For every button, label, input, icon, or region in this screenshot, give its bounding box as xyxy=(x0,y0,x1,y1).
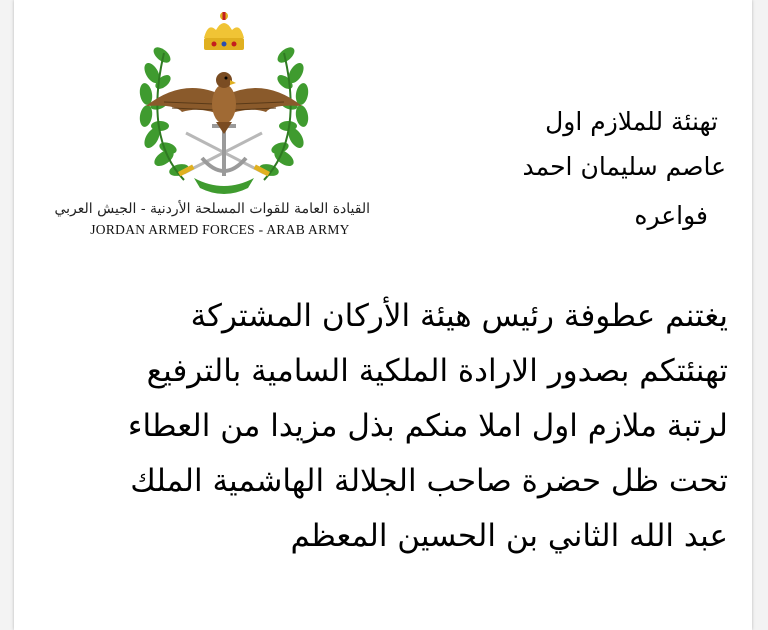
greeting-line-2: عاصم سليمان احمد xyxy=(522,152,726,181)
emblem-arabic-caption: القيادة العامة للقوات المسلحة الأردنية - الجيش العربي xyxy=(54,201,370,217)
message-line-5: عبد الله الثاني بن الحسين المعظم xyxy=(290,518,728,554)
letter-page xyxy=(14,0,752,630)
greeting-line-1: تهنئة للملازم اول xyxy=(545,107,718,136)
emblem-english-caption: JORDAN ARMED FORCES - ARAB ARMY xyxy=(90,222,350,237)
message-line-3: لرتبة ملازم اول املا منكم بذل مزيدا من العطاء xyxy=(127,408,728,444)
message-line-2: تهنئتكم بصدور الارادة الملكية السامية بالترفيع xyxy=(146,353,728,389)
message-line-4: تحت ظل حضرة صاحب الجلالة الهاشمية الملك xyxy=(130,463,728,499)
message-line-1: يغتنم عطوفة رئيس هيئة الأركان المشتركة xyxy=(190,298,728,334)
greeting-line-3: فواعره xyxy=(634,201,708,230)
jordan-armed-forces-emblem-icon xyxy=(124,8,324,203)
